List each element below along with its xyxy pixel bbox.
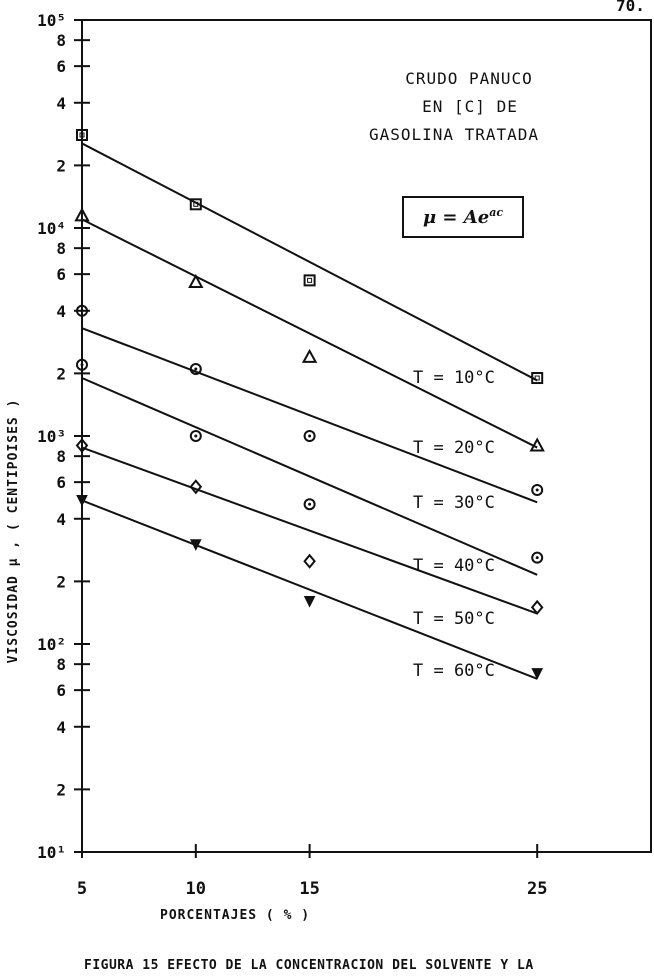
x-tick-label: 25 xyxy=(526,879,548,899)
y-tick-label: 10² xyxy=(37,635,66,654)
data-point xyxy=(532,553,542,563)
y-tick-label: 10⁵ xyxy=(37,11,66,30)
data-point xyxy=(191,540,201,550)
formula-box xyxy=(402,196,524,238)
fit-line xyxy=(82,219,537,447)
series-label: T = 30°C xyxy=(413,493,495,513)
data-point xyxy=(77,495,87,505)
y-tick-label: 6 xyxy=(56,473,66,493)
data-point xyxy=(305,555,315,567)
data-point xyxy=(305,597,315,607)
y-tick-label: 8 xyxy=(56,31,66,51)
diamond-marker xyxy=(305,555,315,567)
y-tick-label: 10⁴ xyxy=(37,219,66,238)
y-tick-label: 6 xyxy=(56,57,66,77)
title-line: GASOLINA TRATADA xyxy=(368,125,540,144)
y-tick-label: 4 xyxy=(56,717,66,737)
data-point xyxy=(305,431,315,441)
series-label: T = 40°C xyxy=(413,556,495,576)
y-tick-label: 2 xyxy=(56,780,66,800)
figure-caption: FIGURA 15 EFECTO DE LA CONCENTRACION DEL SOLVENTE Y LA xyxy=(84,958,534,973)
triangle-down-marker xyxy=(191,540,201,550)
y-tick-label: 8 xyxy=(56,655,66,675)
circle-marker-dot xyxy=(194,435,197,438)
data-point xyxy=(191,431,201,441)
y-tick-label: 8 xyxy=(56,239,66,259)
chart-axes xyxy=(74,20,651,858)
y-tick-label: 10³ xyxy=(37,427,66,446)
title-line: EN [C] DE xyxy=(422,97,518,116)
x-tick-label: 10 xyxy=(185,879,207,899)
square-marker-inner xyxy=(308,278,312,282)
data-point xyxy=(305,499,315,509)
y-tick-label: 6 xyxy=(56,681,66,701)
x-axis-label: PORCENTAJES ( % ) xyxy=(160,908,311,923)
chart-title xyxy=(369,69,539,144)
circle-marker-dot xyxy=(308,435,311,438)
circle-marker-dot xyxy=(81,309,84,312)
y-tick-label: 4 xyxy=(56,301,66,321)
circle-marker-dot xyxy=(194,367,197,370)
title-line: CRUDO PANUCO xyxy=(405,69,533,88)
circle-marker-dot xyxy=(308,503,311,506)
y-tick-label: 2 xyxy=(56,364,66,384)
page-number: 70. xyxy=(616,0,645,15)
series-label: T = 10°C xyxy=(413,368,495,388)
data-point xyxy=(304,351,316,362)
fit-line xyxy=(82,143,537,380)
series-label: T = 50°C xyxy=(413,609,495,629)
series-label: T = 60°C xyxy=(413,661,495,681)
square-marker xyxy=(305,275,315,285)
y-tick-label: 4 xyxy=(56,93,66,113)
x-tick-label: 15 xyxy=(299,879,320,899)
y-tick-label: 8 xyxy=(56,447,66,467)
data-point xyxy=(532,485,542,495)
y-tick-label: 10¹ xyxy=(37,843,66,862)
x-tick-label: 5 xyxy=(76,879,88,899)
y-tick-label: 2 xyxy=(56,572,66,592)
data-point xyxy=(305,275,315,285)
circle-marker-dot xyxy=(536,489,539,492)
triangle-down-marker xyxy=(77,495,87,505)
circle-marker-dot xyxy=(81,363,84,366)
y-tick-label: 4 xyxy=(56,509,66,529)
formula-text: $\mu = Ae^{ac}$ xyxy=(422,206,504,228)
triangle-marker xyxy=(304,351,316,362)
y-axis-label: VISCOSIDAD μ , ( CENTIPOISES ) xyxy=(6,398,21,664)
y-tick-label: 6 xyxy=(56,265,66,285)
y-tick-label: 2 xyxy=(56,156,66,176)
triangle-down-marker xyxy=(305,597,315,607)
circle-marker-dot xyxy=(536,556,539,559)
series-label: T = 20°C xyxy=(413,438,495,458)
